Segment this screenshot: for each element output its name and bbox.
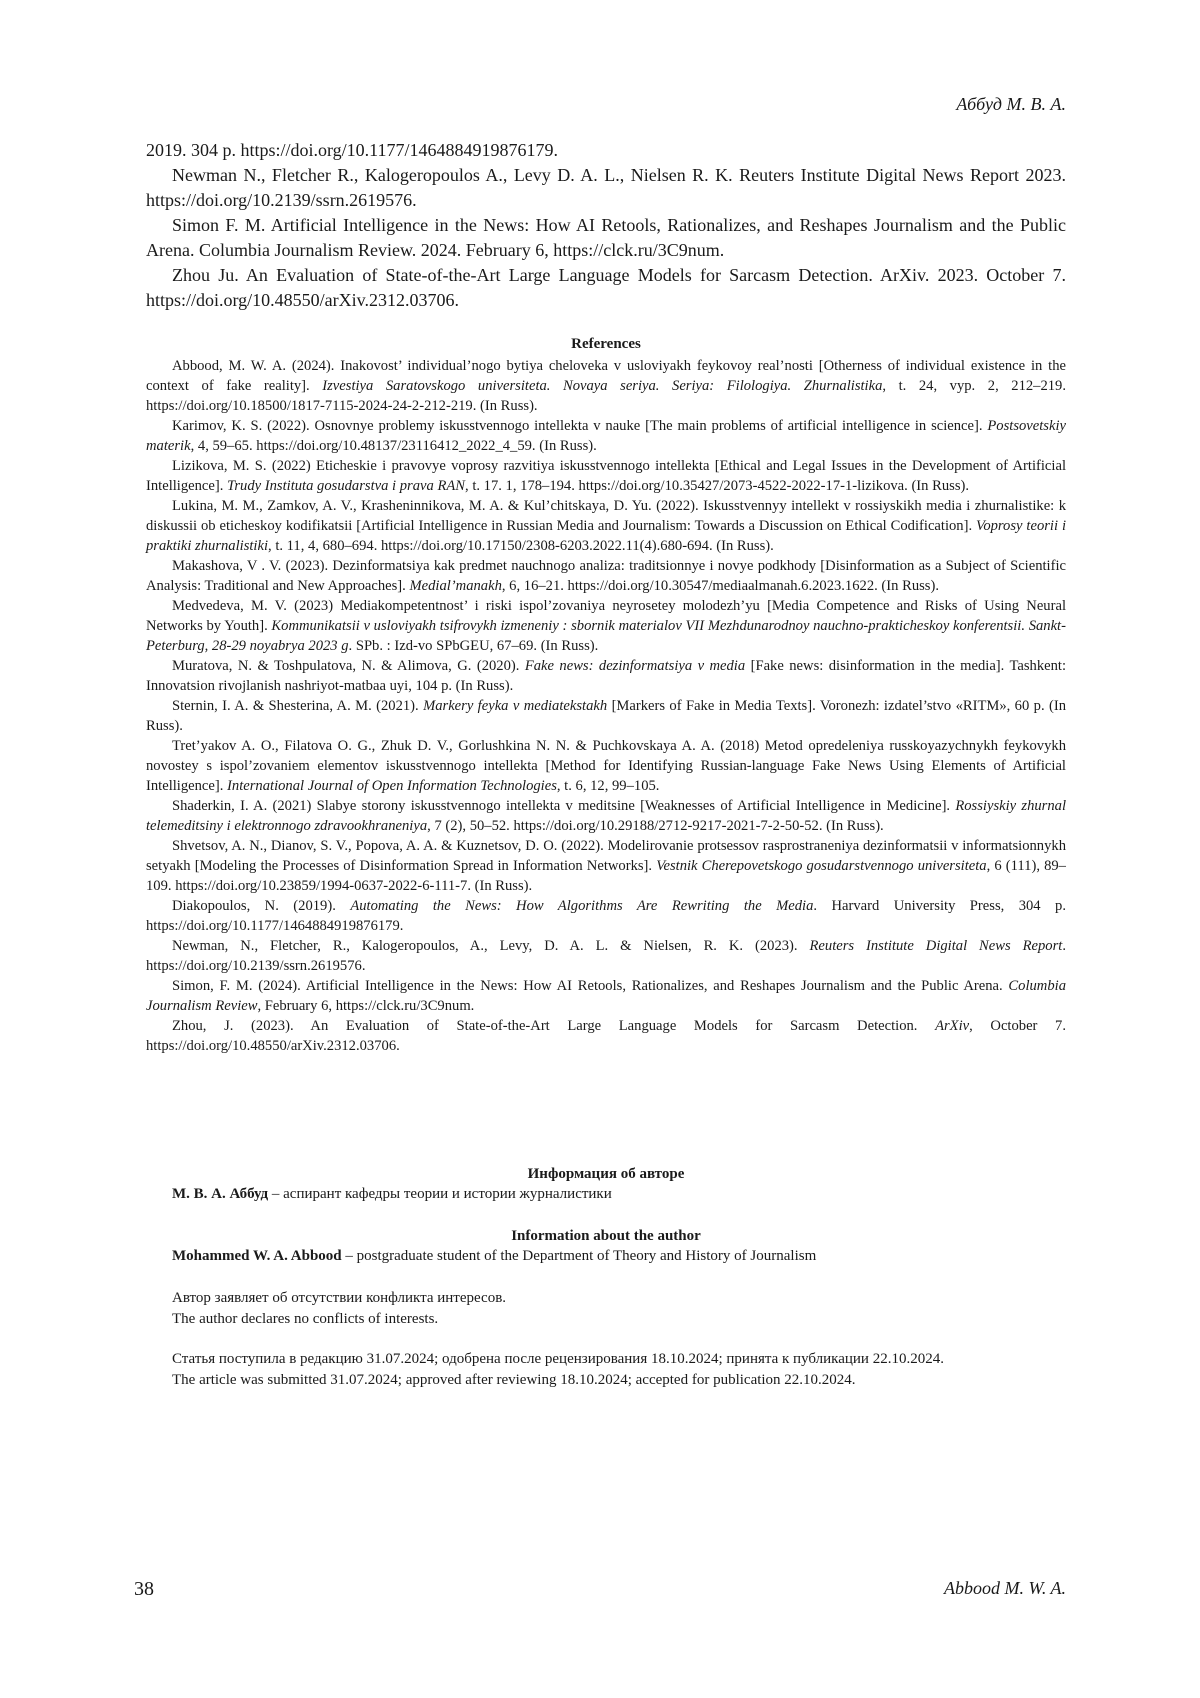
reference-entry: Shaderkin, I. A. (2021) Slabye storony iskusstvennogo intellekta v meditsine [Weaknesses of Artificial Intelligence in Medicine]. Rossiyskiy zhurnal telemeditsiny i elektronnogo zdravookhraneniya, 7 (2), 50–52. https://doi.org/10.29188/2712-9217-2021-7-2-50-52. (In Russ). [146, 798, 1066, 834]
reference-entry: Medvedeva, M. V. (2023) Mediakompetentnost’ i riski ispol’zovaniya neyrosetey molodezh’yu [Media Competence and Risks of Using Neural Networks by Youth]. Kommunikatsii v usloviyakh tsifrovykh izmeneniy : sbornik materialov VII Mezhdunarodnoy nauchno-prakticheskoy konferentsii. Sankt-Peterburg, 28-29 noyabrya 2023 g. SPb. : Izd-vo SPbGEU, 67–69. (In Russ). [146, 598, 1066, 654]
reference-entry: Zhou, J. (2023). An Evaluation of State-of-the-Art Large Language Models for Sarcasm Detection. ArXiv, October 7. https://doi.org/10.48550/arXiv.2312.03706. [146, 1018, 1066, 1054]
reference-entry: Karimov, K. S. (2022). Osnovnye problemy iskusstvennogo intellekta v nauke [The main problems of artificial intelligence in science]. Postsovetskiy materik, 4, 59–65. https://doi.org/10.48137/23116412_2022_4_59. (In Russ). [146, 418, 1066, 454]
author-info-en-line: Mohammed W. A. Abbood – postgraduate student of the Department of Theory and History of Journalism [172, 1248, 817, 1264]
author-info-en-heading: Information about the author [511, 1228, 701, 1244]
reference-entry: Simon F. M. Artificial Intelligence in the News: How AI Retools, Rationalizes, and Reshapes Journalism and the Public Arena. Columbia Journalism Review. 2024. February 6, https://clck.ru/3C9num. [146, 215, 1066, 260]
author-name-en: Mohammed W. A. Abbood [172, 1248, 342, 1264]
dates-ru: Статья поступила в редакцию 31.07.2024; одобрена после рецензирования 18.10.2024; принята к публикации 22.10.2024. [172, 1351, 944, 1367]
page-number: 38 [134, 1578, 154, 1600]
conflict-statement [146, 1288, 1066, 1330]
footer-author: Abbood M. W. A. [943, 1578, 1066, 1598]
author-info-ru-heading: Информация об авторе [527, 1166, 685, 1182]
reference-entry: Diakopoulos, N. (2019). Automating the News: How Algorithms Are Rewriting the Media. Harvard University Press, 304 p. https://doi.org/10.1177/1464884919876179. [146, 898, 1066, 934]
reference-entry: Tret’yakov A. O., Filatova O. G., Zhuk D. V., Gorlushkina N. N. & Puchkovskaya A. A. (2018) Metod opredeleniya russkoyazychnykh feykovykh novostey s ispol’zovaniem elementov iskusstvennogo intellekta [Method for Identifying Russian-language Fake News Using Elements of Artificial Intelligence]. International Journal of Open Information Technologies, t. 6, 12, 99–105. [146, 738, 1066, 794]
conflict-ru: Автор заявляет об отсутствии конфликта интересов. [172, 1290, 507, 1306]
reference-entry: Lukina, M. M., Zamkov, A. V., Krasheninnikova, M. A. & Kul’chitskaya, D. Yu. (2022). Iskusstvennyy intellekt v rossiyskikh media i zhurnalistike: k diskussii ob eticheskoy kodifikatsii [Artificial Intelligence in Russian Media and Journalism: Towards a Discussion on Ethical Codification]. Voprosy teorii i praktiki zhurnalistiki, t. 11, 4, 680–694. https://doi.org/10.17150/2308-6203.2022.11(4).680-694. (In Russ). [146, 498, 1067, 554]
reference-entry: Simon, F. M. (2024). Artificial Intelligence in the News: How AI Retools, Rationalizes, and Reshapes Journalism and the Public Arena. Columbia Journalism Review, February 6, https://clck.ru/3C9num. [146, 978, 1066, 1014]
reference-entry: Sternin, I. A. & Shesterina, A. M. (2021). Markery feyka v mediatekstakh [Markers of Fake in Media Texts]. Voronezh: izdatel’stvo «RITM», 60 p. (In Russ). [146, 698, 1066, 734]
reference-entry: Newman N., Fletcher R., Kalogeropoulos A., Levy D. A. L., Nielsen R. K. Reuters Institute Digital News Report 2023. https://doi.org/10.2139/ssrn.2619576. [146, 165, 1066, 210]
reference-entry: Newman, N., Fletcher, R., Kalogeropoulos, A., Levy, D. A. L. & Nielsen, R. K. (2023). Reuters Institute Digital News Report. https://doi.org/10.2139/ssrn.2619576. [146, 938, 1066, 974]
dates-en: The article was submitted 31.07.2024; approved after reviewing 18.10.2024; accepted for publication 22.10.2024. [172, 1372, 856, 1388]
reference-entry: Zhou Ju. An Evaluation of State-of-the-Art Large Language Models for Sarcasm Detection. ArXiv. 2023. October 7. https://doi.org/10.48550/arXiv.2312.03706. [146, 265, 1066, 310]
author-info-en [146, 1226, 1066, 1266]
author-info-ru-line: М. В. А. Аббуд – аспирант кафедры теории и истории журналистики [172, 1186, 612, 1202]
references-heading: References [571, 336, 641, 352]
main-reference-list [146, 138, 1066, 313]
conflict-en: The author declares no conflicts of interests. [172, 1311, 439, 1327]
reference-entry: Shvetsov, A. N., Dianov, S. V., Popova, A. A. & Kuznetsov, D. O. (2022). Modelirovanie protsessov rasprostraneniya dezinformatsii v informatsionnykh setyakh [Modeling the Processes of Disinformation Spread in Information Networks]. Vestnik Cherepovetskogo gosudarstvennogo universiteta, 6 (111), 89–109. https://doi.org/10.23859/1994-0637-2022-6-111-7. (In Russ). [146, 838, 1066, 894]
reference-entry: Muratova, N. & Toshpulatova, N. & Alimova, G. (2020). Fake news: dezinformatsiya v media [Fake news: disinformation in the media]. Tashkent: Innovatsion rivojlanish nashriyot-matbaa uyi, 104 p. (In Russ). [146, 658, 1067, 694]
author-name-ru: М. В. А. Аббуд [172, 1186, 269, 1202]
reference-entry: Abbood, M. W. A. (2024). Inakovost’ individual’nogo bytiya cheloveka v usloviyakh feykovoy real’nosti [Otherness of individual existence in the context of fake reality]. Izvestiya Saratovskogo universiteta. Novaya seriya. Seriya: Filologiya. Zhurnalistika, t. 24, vyp. 2, 212–219. https://doi.org/10.18500/1817-7115-2024-24-2-212-219. (In Russ). [146, 358, 1067, 414]
author-info-ru [146, 1164, 1066, 1204]
reference-entry: 2019. 304 p. https://doi.org/10.1177/1464884919876179. [146, 140, 559, 160]
reference-entry: Makashova, V . V. (2023). Dezinformatsiya kak predmet nauchnogo analiza: traditsionnye i novye podkhody [Disinformation as a Subject of Scientific Analysis: Traditional and New Approaches]. Medial’manakh, 6, 16–21. https://doi.org/10.30547/mediaalmanah.6.2023.1622. (In Russ). [146, 558, 1066, 594]
running-head: Аббуд М. В. А. [956, 94, 1066, 114]
reference-entry: Lizikova, M. S. (2022) Eticheskie i pravovye voprosy razvitiya iskusstvennogo intellekta [Ethical and Legal Issues in the Development of Artificial Intelligence]. Trudy Instituta gosudarstva i prava RAN, t. 17. 1, 178–194. https://doi.org/10.35427/2073-4522-2022-17-1-lizikova. (In Russ). [146, 458, 1066, 494]
references-section [146, 334, 1066, 1056]
article-dates [146, 1349, 1066, 1391]
